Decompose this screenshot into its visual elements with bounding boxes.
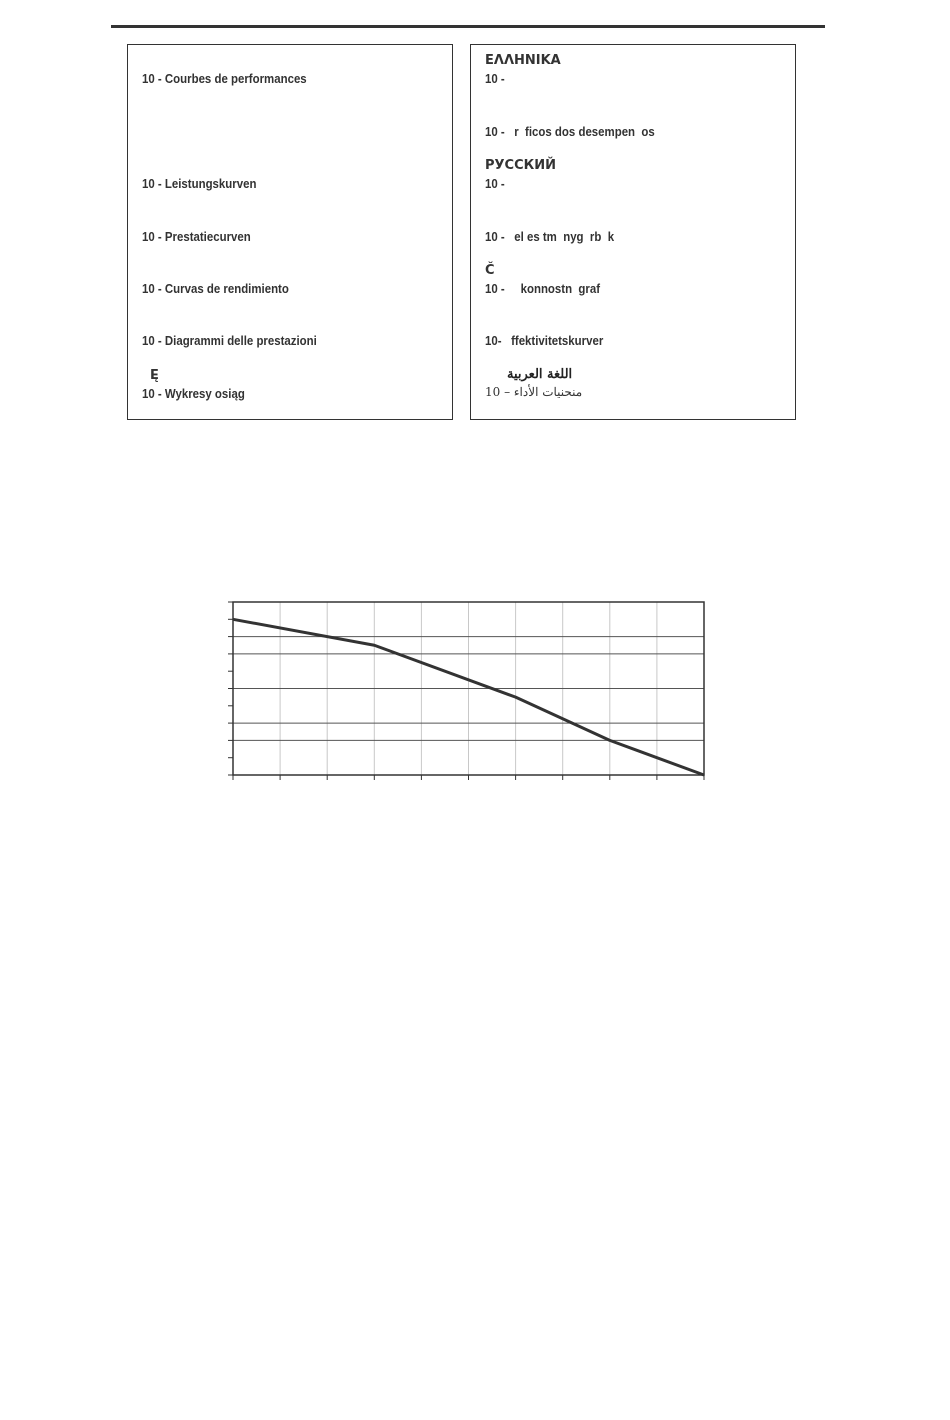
entry-el: 10 - — [485, 71, 505, 86]
performance-chart-svg — [224, 596, 714, 786]
entry-cs: 10 - konnostn graf — [485, 281, 601, 296]
entry-hu: 10 - el es tm nyg rb k — [485, 229, 615, 244]
language-heading-el: ΕΛΛΗΝΙΚΑ — [485, 53, 561, 68]
language-panel-right — [470, 44, 796, 420]
entry-pt: 10 - r ficos dos desempen os — [485, 124, 655, 139]
entry-it: 10 - Diagrammi delle prestazioni — [142, 333, 317, 348]
language-heading-cs: Č — [485, 263, 495, 278]
language-heading-pl: Ę — [150, 368, 159, 383]
entry-es: 10 - Curvas de rendimiento — [142, 281, 289, 296]
language-panel-left — [127, 44, 453, 420]
entry-de: 10 - Leistungskurven — [142, 176, 257, 191]
entry-sv: 10- ffektivitetskurver — [485, 333, 604, 348]
entry-pl: 10 - Wykresy osiąg — [142, 386, 245, 401]
language-heading-ru: РУССКИЙ — [485, 158, 557, 173]
entry-ru: 10 - — [485, 176, 505, 191]
top-rule — [111, 25, 825, 28]
language-heading-ar: اللغة العربية — [507, 367, 573, 382]
entry-ar: منحنيات الأداء – 10 — [485, 385, 583, 399]
entry-fr: 10 - Courbes de performances — [142, 71, 307, 86]
entry-nl: 10 - Prestatiecurven — [142, 229, 251, 244]
performance-chart — [224, 596, 714, 786]
